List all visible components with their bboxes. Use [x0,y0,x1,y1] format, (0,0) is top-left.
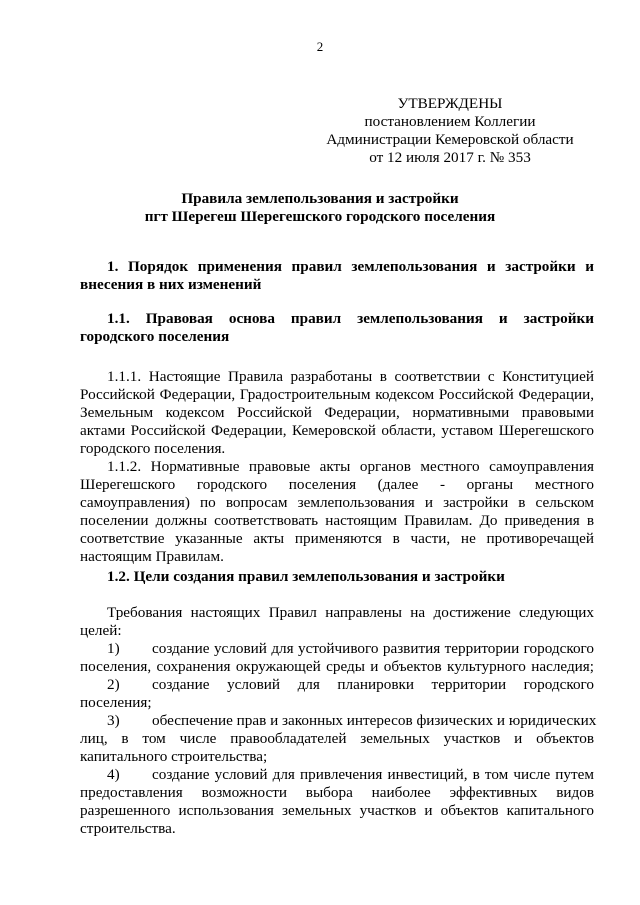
text-line: строительства. [80,820,176,837]
section-1-1-heading [80,310,594,346]
text-line: городского поселения. [80,440,226,457]
text-line: капитального строительства; [80,748,268,765]
paragraph-1-1-1 [80,368,594,458]
list-item-number: 2) [107,676,120,693]
document-title [0,190,640,226]
text-line: поселения, сохранения окружающей среды и объектов культурного наследия; [80,658,594,675]
text-line: Российской Федерации, Градостроительным кодексом Российской Федерации, [80,386,594,403]
approval-line-1: УТВЕРЖДЕНЫ [397,95,503,112]
text-line: соответствие указанные акты применяются в части, не противоречащей [80,530,594,547]
list-item-text: создание условий для устойчивого развития территории городского [152,640,594,657]
text-line: лиц, в том числе правообладателей земельных участков и объектов [80,730,594,747]
text-line: самоуправления) по вопросам землепользования и застройки в сельском [80,494,594,511]
list-item [80,712,597,766]
paragraph-1-1-2 [80,458,594,566]
list-item-number: 1) [107,640,120,657]
heading-line: городского поселения [80,328,230,345]
text-line: Земельным кодексом Российской Федерации, нормативными правовыми [80,404,594,421]
section-1-2-heading [80,568,594,586]
list-item [80,766,594,838]
heading-line: внесения в них изменений [80,276,262,293]
approval-line-4: от 12 июля 2017 г. № 353 [369,149,531,166]
list-item-number: 4) [107,766,120,783]
text-line: Шерегешского городского поселения (далее - органы местного [80,476,594,493]
goals-list [80,640,597,838]
text-line: разрешенного использования земельных участков и объектов капитального [80,802,594,819]
approval-line-2: постановлением Коллегии [364,113,536,130]
text-line: настоящим Правилам. [80,548,224,565]
title-line-1: Правила землепользования и застройки [181,190,459,207]
text-line: поселении должны соответствовать настоящим Правилам. До приведения в [80,512,594,529]
approval-stamp [300,95,600,167]
list-item-text: создание условий для планировки территории городского [152,676,594,693]
text-line: поселения; [80,694,152,711]
section-1-heading [80,258,594,294]
text-line: 1.1.1. Настоящие Правила разработаны в соответствии с Конституцией [107,368,594,385]
text-line: предоставления возможности выбора наиболее эффективных видов [80,784,594,801]
heading-line: 1.1. Правовая основа правил землепользования и застройки [107,310,594,327]
list-item-number: 3) [107,712,120,729]
text-line: Требования настоящих Правил направлены на достижение следующих [107,604,594,621]
page-number: 2 [316,39,324,54]
list-item-text: создание условий для привлечения инвестиций, в том числе путем [152,766,594,783]
text-line: актами Российской Федерации, Кемеровской области, уставом Шерегешского [80,422,594,439]
list-item-text: обеспечение прав и законных интересов физических и юридических [152,712,597,729]
heading-line: 1. Порядок применения правил землепользования и застройки и [107,258,594,275]
list-item [80,640,594,676]
goals-intro [80,604,594,640]
text-line: целей: [80,622,122,639]
text-line: 1.1.2. Нормативные правовые акты органов местного самоуправления [107,458,594,475]
title-line-2: пгт Шерегеш Шерегешского городского поселения [144,208,496,225]
list-item [80,676,594,712]
heading-line: 1.2. Цели создания правил землепользования и застройки [107,568,505,585]
approval-line-3: Администрации Кемеровской области [326,131,574,148]
